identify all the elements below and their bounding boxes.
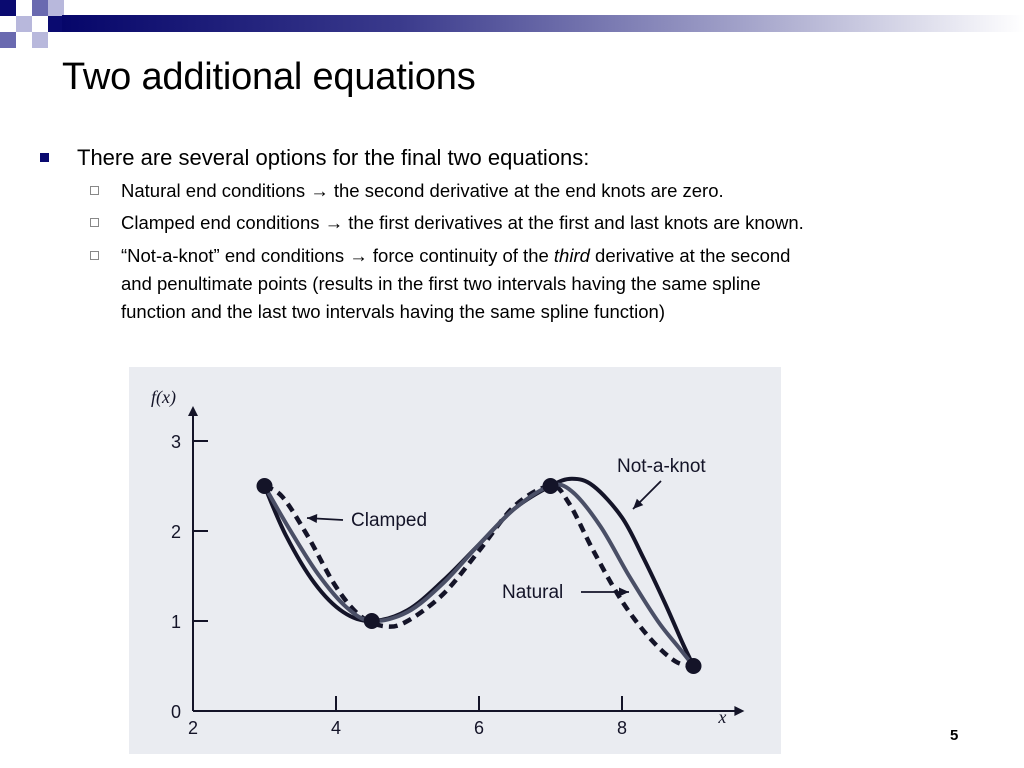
y-tick-label: 3 (170, 432, 181, 452)
page-number: 5 (950, 727, 959, 744)
logo-square (48, 0, 64, 16)
y-axis-label: f(x) (151, 387, 176, 407)
logo-square (0, 0, 16, 16)
x-axis-label: x (718, 707, 727, 727)
knot-point (257, 478, 273, 494)
y-axis-arrow-icon (188, 406, 198, 416)
emphasis-text: third (553, 245, 590, 266)
sub-bullet-text: the first derivatives at the first and last knots are known. (343, 212, 804, 233)
sub-bullet-text: and penultimate points (results in the first two intervals having the same spline (121, 273, 761, 294)
x-tick-label: 6 (473, 718, 485, 738)
sub-bullet-text: function and the last two intervals having the same spline function) (121, 301, 666, 322)
y-tick-label: 0 (170, 702, 181, 722)
slide-title: Two additional equations (62, 56, 476, 98)
logo-square (0, 32, 16, 48)
x-tick-label: 4 (330, 718, 342, 738)
x-tick-label: 2 (187, 718, 199, 738)
header-gradient-bar (62, 15, 1024, 32)
square-bullet-icon (40, 153, 49, 162)
x-axis-arrow-icon (734, 706, 744, 716)
logo-square (32, 0, 48, 16)
sub-bullet-text: “Not-a-knot” end conditions (121, 245, 350, 266)
hollow-square-bullet-icon (90, 251, 99, 260)
spline-figure (129, 367, 781, 754)
sub-bullet-text: Natural end conditions (121, 180, 311, 201)
main-bullet-text: There are several options for the final two equations: (77, 145, 590, 170)
hollow-square-bullet-icon (90, 218, 99, 227)
sub-bullet-text: Clamped end conditions (121, 212, 325, 233)
logo-square (32, 32, 48, 48)
logo-square (16, 16, 32, 32)
annotation-arrow-icon (619, 588, 629, 597)
knot-point (543, 478, 559, 494)
annotation-arrow-icon (307, 514, 317, 523)
sub-bullet-text: the second derivative at the end knots are zero. (328, 180, 724, 201)
knot-point (364, 613, 380, 629)
sub-bullet-text: derivative at the second (589, 245, 791, 266)
y-tick-label: 1 (170, 612, 181, 632)
hollow-square-bullet-icon (90, 186, 99, 195)
x-tick-label: 8 (616, 718, 628, 738)
sub-bullet-text: force continuity of the (367, 245, 554, 266)
knot-point (686, 658, 702, 674)
right-arrow-icon: → (324, 212, 344, 233)
spline-chart (129, 367, 781, 754)
annotation-label: Clamped (351, 510, 428, 531)
right-arrow-icon: → (349, 245, 368, 266)
y-tick-label: 2 (170, 522, 181, 542)
annotation-label: Natural (502, 582, 564, 603)
annotation-label: Not-a-knot (617, 456, 706, 477)
right-arrow-icon: → (310, 180, 329, 201)
